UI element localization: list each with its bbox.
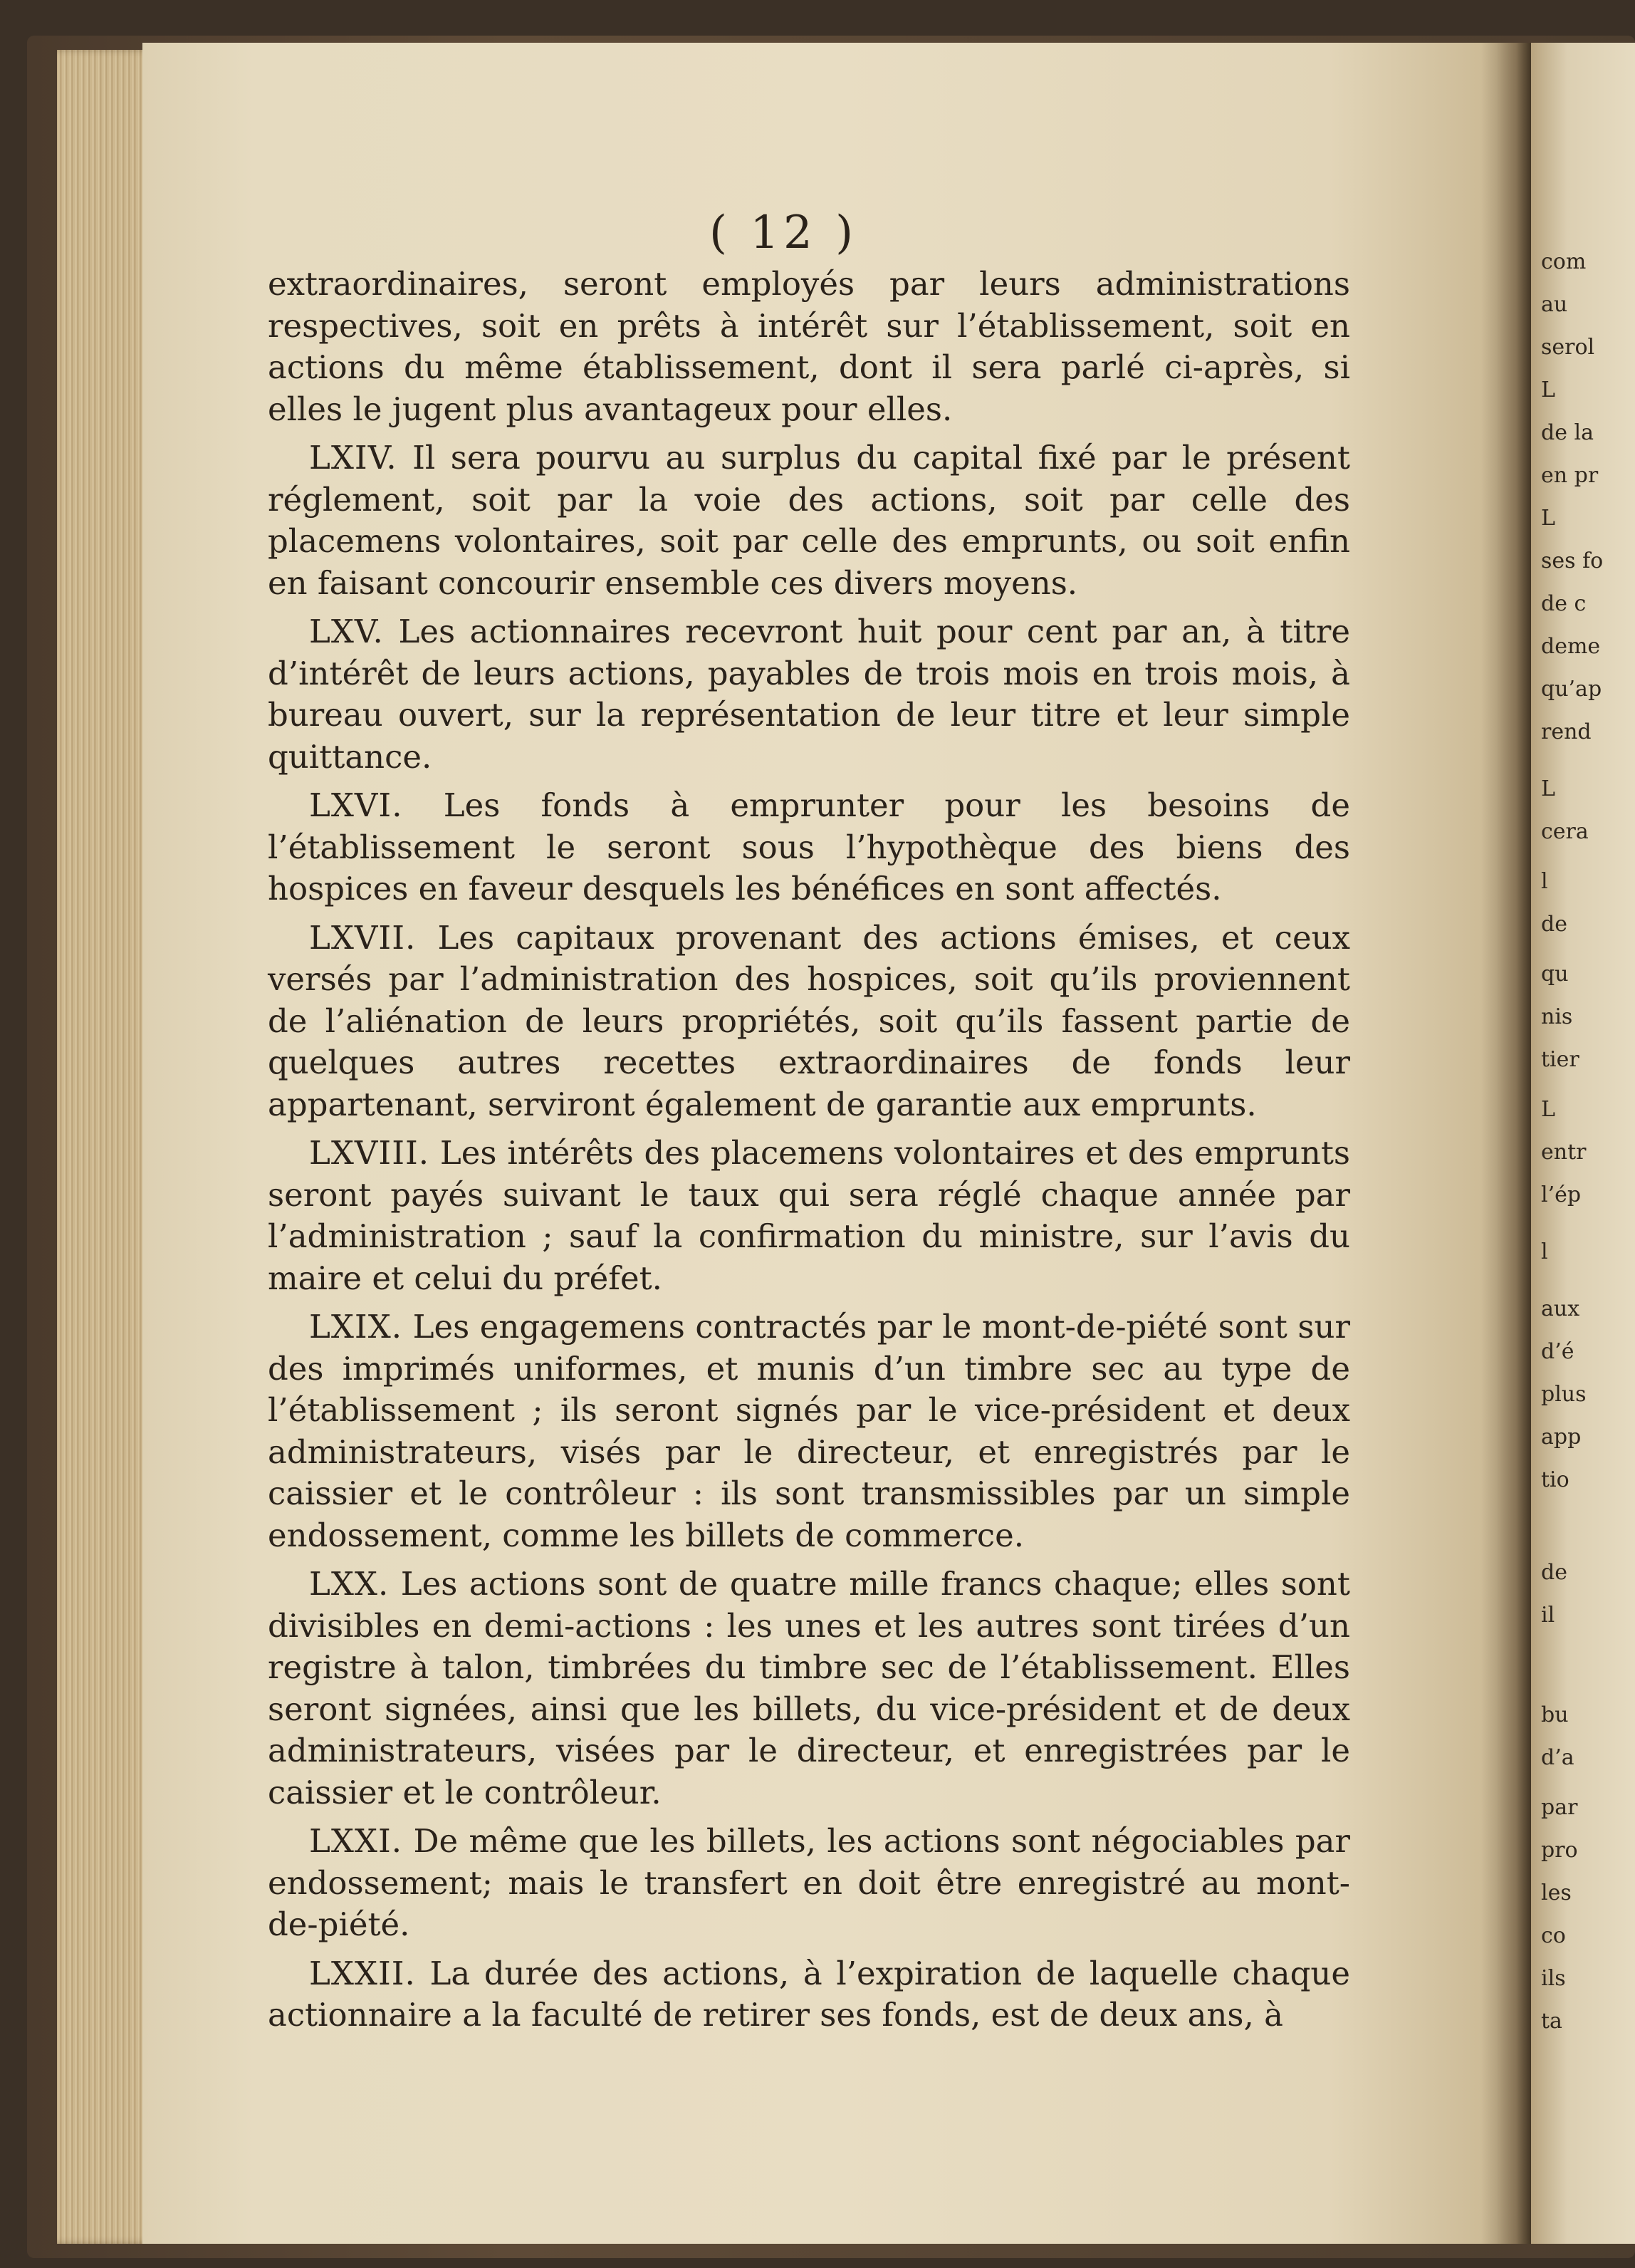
paragraph	[268, 1953, 1350, 2036]
facing-fragment: L	[1541, 776, 1555, 801]
paragraph	[268, 437, 1350, 604]
article-number: LXV.	[309, 613, 384, 650]
paragraph-text: extraordinaires, seront employés par leurs administrations respectives, soit en prêts à intérêt sur l’établissement, soit en actions du même établissement, dont il sera parlé ci-après, si elles le jugent plus avantageux pour elles.	[268, 265, 1350, 428]
article-number: LXIV.	[309, 439, 397, 477]
facing-fragment: qu’ap	[1541, 677, 1602, 702]
article-number: LXXII.	[309, 1954, 416, 1992]
paragraph-text: Les engagemens contractés par le mont-de-piété sont sur des imprimés uniformes, et munis d’un timbre sec au type de l’établissement ; ils seront signés par le vice-président et deux administrateurs, visés par le directeur, et enregistrés par le caissier et le contrôleur : ils sont transmissibles par un simple endossement, comme les billets de commerce.	[268, 1308, 1350, 1554]
paragraph-text: Les intérêts des placemens volontaires et des emprunts seront payés suivant le taux qui sera réglé chaque année par l’administration ; sauf la confirmation du ministre, sur l’avis du maire et celui du préfet.	[268, 1134, 1350, 1297]
facing-fragment: nis	[1541, 1004, 1573, 1029]
facing-fragment: co	[1541, 1923, 1566, 1948]
facing-fragment: deme	[1541, 634, 1601, 659]
facing-fragment: d’é	[1541, 1339, 1574, 1364]
gutter-shadow	[1481, 43, 1531, 2244]
facing-fragment: de	[1541, 1560, 1567, 1585]
paragraph	[268, 1821, 1350, 1946]
facing-fragment: par	[1541, 1795, 1578, 1820]
page-body	[268, 264, 1350, 2044]
paragraph	[268, 1564, 1350, 1814]
facing-fragment: tier	[1541, 1047, 1579, 1072]
paragraph-text: De même que les billets, les actions sont négociables par endossement; mais le transfert en doit être enregistré au mont-de-piété.	[268, 1822, 1350, 1943]
facing-fragment: app	[1541, 1425, 1582, 1450]
facing-fragment: pro	[1541, 1838, 1578, 1863]
facing-fragment: de c	[1541, 591, 1587, 616]
facing-fragment: de	[1541, 912, 1567, 937]
facing-fragment: en pr	[1541, 463, 1599, 488]
facing-fragment: de la	[1541, 420, 1594, 445]
article-number: LXX.	[309, 1565, 390, 1603]
facing-fragment: l	[1541, 869, 1548, 894]
article-number: LXVII.	[309, 918, 417, 957]
facing-fragment: cera	[1541, 819, 1589, 844]
facing-fragment: les	[1541, 1881, 1572, 1905]
paragraph	[268, 1133, 1350, 1299]
facing-fragment: tio	[1541, 1467, 1569, 1492]
paragraph-text: Il sera pourvu au surplus du capital fixé par le présent réglement, soit par la voie des actions, soit par celle des placemens volontaires, soit par celle des emprunts, ou soit enfin en faisant concourir ensemble ces divers moyens.	[268, 439, 1350, 602]
article-number: LXXI.	[309, 1822, 403, 1860]
facing-fragment: qu	[1541, 962, 1569, 987]
facing-fragment: bu	[1541, 1702, 1569, 1727]
facing-fragment: d’a	[1541, 1745, 1574, 1770]
facing-page	[1531, 43, 1635, 2244]
facing-fragment: ses fo	[1541, 548, 1604, 573]
paragraph	[268, 611, 1350, 778]
paragraph-text: La durée des actions, à l’expiration de laquelle chaque actionnaire a la faculté de retirer ses fonds, est de deux ans, à	[268, 1954, 1350, 2034]
paragraph-text: Les actions sont de quatre mille francs chaque; elles sont divisibles en demi-actions : les unes et les autres sont tirées d’un registre à talon, timbrées du timbre sec de l’établissement. Elles seront signées, ainsi que les billets, du vice-président et de deux administrateurs, visées par le directeur, et enregistrées par le caissier et le contrôleur.	[268, 1565, 1350, 1811]
facing-fragment: entr	[1541, 1140, 1587, 1165]
facing-fragment: rend	[1541, 719, 1592, 744]
facing-fragment: ta	[1541, 2009, 1562, 2034]
paragraph	[268, 1306, 1350, 1556]
facing-fragment: au	[1541, 292, 1568, 317]
paragraph-text: Les capitaux provenant des actions émises, et ceux versés par l’administration des hospices, soit qu’ils proviennent de l’aliénation de leurs propriétés, soit qu’ils fassent partie de quelques autres recettes extraordinaires de fonds leur appartenant, serviront également de garantie aux emprunts.	[268, 918, 1350, 1123]
paragraph-text: Les fonds à emprunter pour les besoins de l’établissement le seront sous l’hypothèque des biens des hospices en faveur desquels les bénéfices en sont affectés.	[268, 786, 1350, 907]
facing-fragment: L	[1541, 506, 1555, 531]
article-number: LXVI.	[309, 786, 403, 824]
article-number: LXIX.	[309, 1308, 403, 1346]
facing-fragment: com	[1541, 249, 1587, 274]
facing-fragment: L	[1541, 1097, 1555, 1122]
facing-fragment: plus	[1541, 1382, 1587, 1407]
facing-fragment: l’ép	[1541, 1182, 1582, 1207]
facing-fragment: il	[1541, 1603, 1555, 1628]
paragraph	[268, 917, 1350, 1126]
facing-fragment: l	[1541, 1239, 1548, 1264]
facing-fragment: ils	[1541, 1966, 1566, 1991]
paragraph	[268, 785, 1350, 910]
paragraph	[268, 264, 1350, 430]
article-number: LXVIII.	[309, 1134, 430, 1172]
facing-page-text	[1531, 43, 1635, 2244]
page-number: ( 12 )	[709, 207, 858, 259]
paragraph-text: Les actionnaires recevront huit pour cent par an, à titre d’intérêt de leurs actions, payables de trois mois en trois mois, à bureau ouvert, sur la représentation de leur titre et leur simple quittance.	[268, 613, 1350, 776]
facing-fragment: aux	[1541, 1296, 1580, 1321]
facing-fragment: serol	[1541, 335, 1595, 360]
facing-fragment: L	[1541, 378, 1555, 402]
